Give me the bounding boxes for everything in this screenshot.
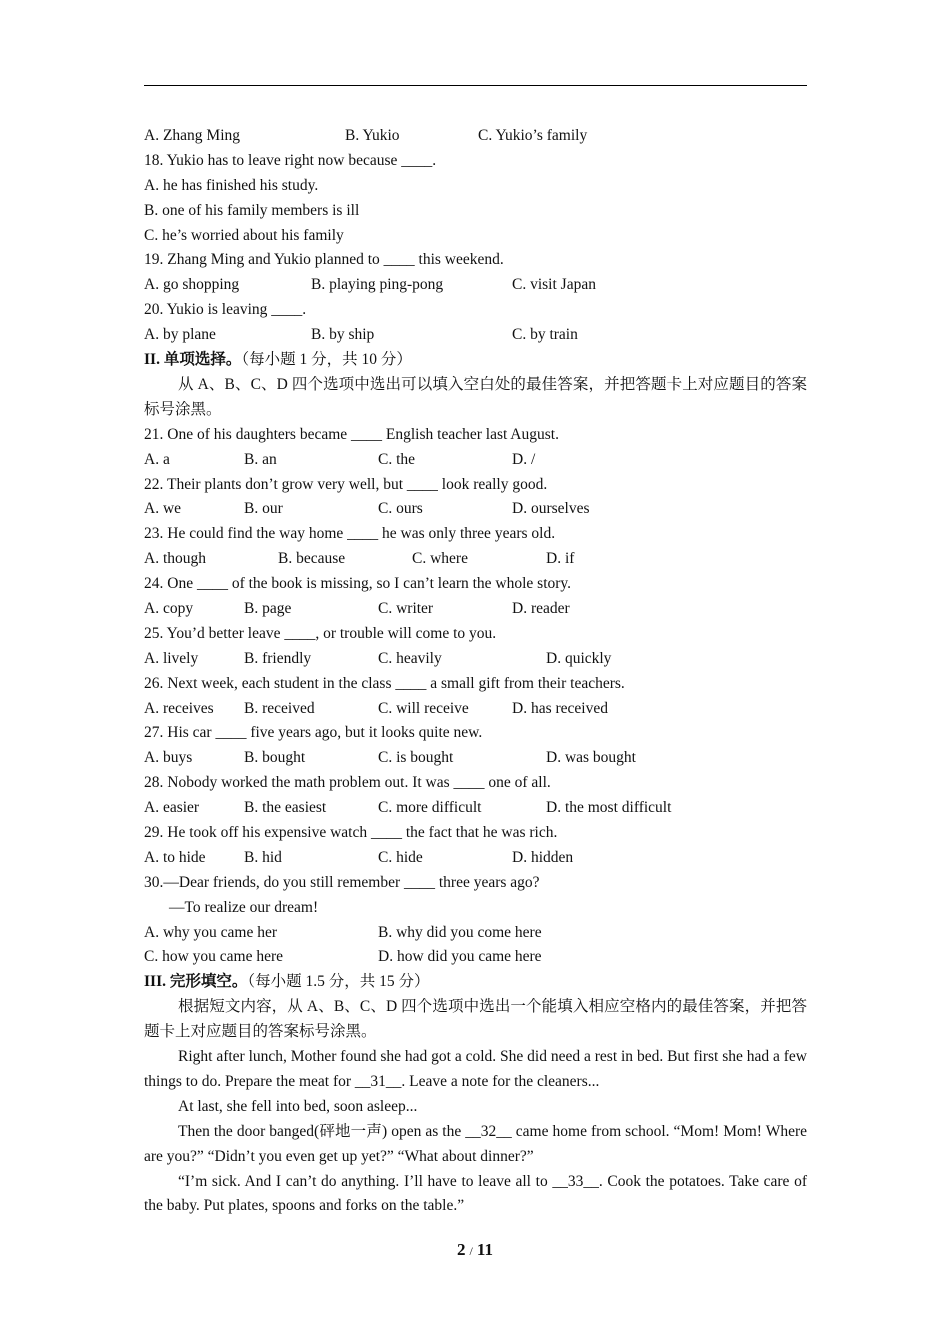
q21-option-d: D. / <box>512 450 536 468</box>
q20-option-a: A. by plane <box>144 326 216 344</box>
q19-option-c: C. visit Japan <box>512 276 596 294</box>
q22-option-d: D. ourselves <box>512 500 590 518</box>
q28-option-c: C. more difficult <box>378 799 482 817</box>
q30-reply: —To realize our dream! <box>169 898 319 916</box>
passage-paragraph-4: “I’m sick. And I can’t do anything. I’ll have to leave all to __33__. Cook the potatoes. Take care of the baby. Put plates, spoons and forks on the table.” <box>144 1172 807 1215</box>
passage-paragraph-1: Right after lunch, Mother found she had got a cold. She did need a rest in bed. But first she had a few things to do. Prepare the meat for __31__. Leave a note for the cleaners... <box>144 1048 807 1090</box>
q19-option-b: B. playing ping-pong <box>311 276 444 294</box>
q26-stem: 26. Next week, each student in the class ____ a small gift from their teachers. <box>144 674 625 692</box>
q29-option-a: A. to hide <box>144 848 206 866</box>
q27-option-c: C. is bought <box>378 749 454 767</box>
q27-option-b: B. bought <box>244 749 306 767</box>
q28-stem: 28. Nobody worked the math problem out. It was ____ one of all. <box>144 774 551 792</box>
q18-option-a: A. he has finished his study. <box>144 176 319 194</box>
header-rule <box>144 85 807 86</box>
q22-stem: 22. Their plants don’t grow very well, but ____ look really good. <box>144 475 548 493</box>
q27-stem: 27. His car ____ five years ago, but it looks quite new. <box>144 724 483 742</box>
q29-option-c: C. hide <box>378 848 423 866</box>
q17-option-b: B. Yukio <box>345 127 400 144</box>
q25-stem: 25. You’d better leave ____, or trouble will come to you. <box>144 624 497 642</box>
q26-options <box>144 697 807 722</box>
q24-options <box>144 597 807 622</box>
q17-option-c: C. Yukio’s family <box>478 127 588 144</box>
section-2-instruction: 从 A、B、C、D 四个选项中选出可以填入空白处的最佳答案，并把答题卡上对应题目的答案标号涂黑。 <box>144 375 807 418</box>
q23-stem: 23. He could find the way home ____ he was only three years old. <box>144 525 556 543</box>
q25-options <box>144 647 807 672</box>
q30-option-d: D. how did you came here <box>378 948 542 966</box>
q18-stem: 18. Yukio has to leave right now because ____. <box>144 151 437 169</box>
q19-stem: 19. Zhang Ming and Yukio planned to ____ this weekend. <box>144 251 504 269</box>
q22-option-a: A. we <box>144 500 182 518</box>
q21-option-c: C. the <box>378 450 416 468</box>
q18-option-b: B. one of his family members is ill <box>144 201 360 219</box>
q23-option-b: B. because <box>278 550 346 568</box>
passage-paragraph-3: Then the door banged(砰地一声) open as the __32__ came home from school. “Mom! Mom! Where are you?” “Didn’t you even get up yet?” “What about dinner?” <box>144 1122 807 1165</box>
passage-paragraph-2: At last, she fell into bed, soon asleep... <box>178 1097 418 1115</box>
q21-options <box>144 448 807 473</box>
q19-option-a: A. go shopping <box>144 276 240 294</box>
q24-option-d: D. reader <box>512 599 570 617</box>
q30-option-b: B. why did you come here <box>378 923 542 941</box>
q24-option-b: B. page <box>244 599 292 617</box>
q27-option-d: D. was bought <box>546 749 636 767</box>
q28-option-b: B. the easiest <box>244 799 327 817</box>
q30-option-a: A. why you came her <box>144 923 277 941</box>
q29-option-d: D. hidden <box>512 848 574 866</box>
q20-option-b: B. by ship <box>311 326 375 344</box>
q27-options <box>144 746 807 771</box>
q21-option-a: A. a <box>144 450 170 468</box>
q26-option-c: C. will receive <box>378 699 469 717</box>
q29-options <box>144 846 807 871</box>
section-2-note: （每小题 1 分，共 10 分） <box>241 351 412 369</box>
q21-option-b: B. an <box>244 450 277 468</box>
section-2-heading <box>144 348 807 373</box>
q22-option-b: B. our <box>244 500 283 518</box>
q23-option-a: A. though <box>144 550 206 568</box>
q23-option-d: D. if <box>546 550 575 568</box>
q27-option-a: A. buys <box>144 749 193 767</box>
q19-options <box>144 273 807 298</box>
q29-stem: 29. He took off his expensive watch ____ the fact that he was rich. <box>144 823 558 841</box>
q28-options <box>144 796 807 821</box>
q20-option-c: C. by train <box>512 326 578 344</box>
q28-option-a: A. easier <box>144 799 200 817</box>
q28-option-d: D. the most difficult <box>546 799 672 817</box>
q23-options <box>144 547 807 572</box>
section-2-title: II. 单项选择。 <box>144 351 242 369</box>
current-page-number: 2 <box>457 1240 466 1259</box>
q17-option-a: A. Zhang Ming <box>144 127 241 144</box>
q22-options <box>144 497 807 522</box>
page-footer <box>0 1240 950 1260</box>
section-3-title: III. 完形填空。 <box>144 973 248 991</box>
q26-option-a: A. receives <box>144 699 214 717</box>
q30-stem: 30.—Dear friends, do you still remember ____ three years ago? <box>144 873 540 891</box>
q17-options <box>144 124 807 149</box>
q20-stem: 20. Yukio is leaving ____. <box>144 301 307 319</box>
q26-option-b: B. received <box>244 699 315 717</box>
q20-options <box>144 323 807 348</box>
section-3-heading <box>144 970 807 995</box>
q18-option-c: C. he’s worried about his family <box>144 226 344 244</box>
q23-option-c: C. where <box>412 550 468 568</box>
q26-option-d: D. has received <box>512 699 608 717</box>
section-3-note: （每小题 1.5 分，共 15 分） <box>247 973 430 991</box>
q25-option-c: C. heavily <box>378 649 442 667</box>
q25-option-a: A. lively <box>144 649 199 667</box>
page-content <box>144 124 807 1219</box>
q30-option-c: C. how you came here <box>144 948 284 966</box>
q24-stem: 24. One ____ of the book is missing, so I can’t learn the whole story. <box>144 575 572 593</box>
q25-option-d: D. quickly <box>546 649 612 667</box>
q25-option-b: B. friendly <box>244 649 312 667</box>
q30-options-row2 <box>144 945 807 970</box>
page-separator: / <box>469 1244 473 1258</box>
q29-option-b: B. hid <box>244 848 282 866</box>
q24-option-a: A. copy <box>144 599 194 617</box>
q30-options-row1 <box>144 921 807 946</box>
total-pages: 11 <box>476 1240 493 1259</box>
q24-option-c: C. writer <box>378 599 434 617</box>
section-3-instruction: 根据短文内容，从 A、B、C、D 四个选项中选出一个能填入相应空格内的最佳答案，并把答题卡上对应题目的答案标号涂黑。 <box>144 998 807 1041</box>
q21-stem: 21. One of his daughters became ____ English teacher last August. <box>144 425 559 443</box>
q22-option-c: C. ours <box>378 500 423 518</box>
